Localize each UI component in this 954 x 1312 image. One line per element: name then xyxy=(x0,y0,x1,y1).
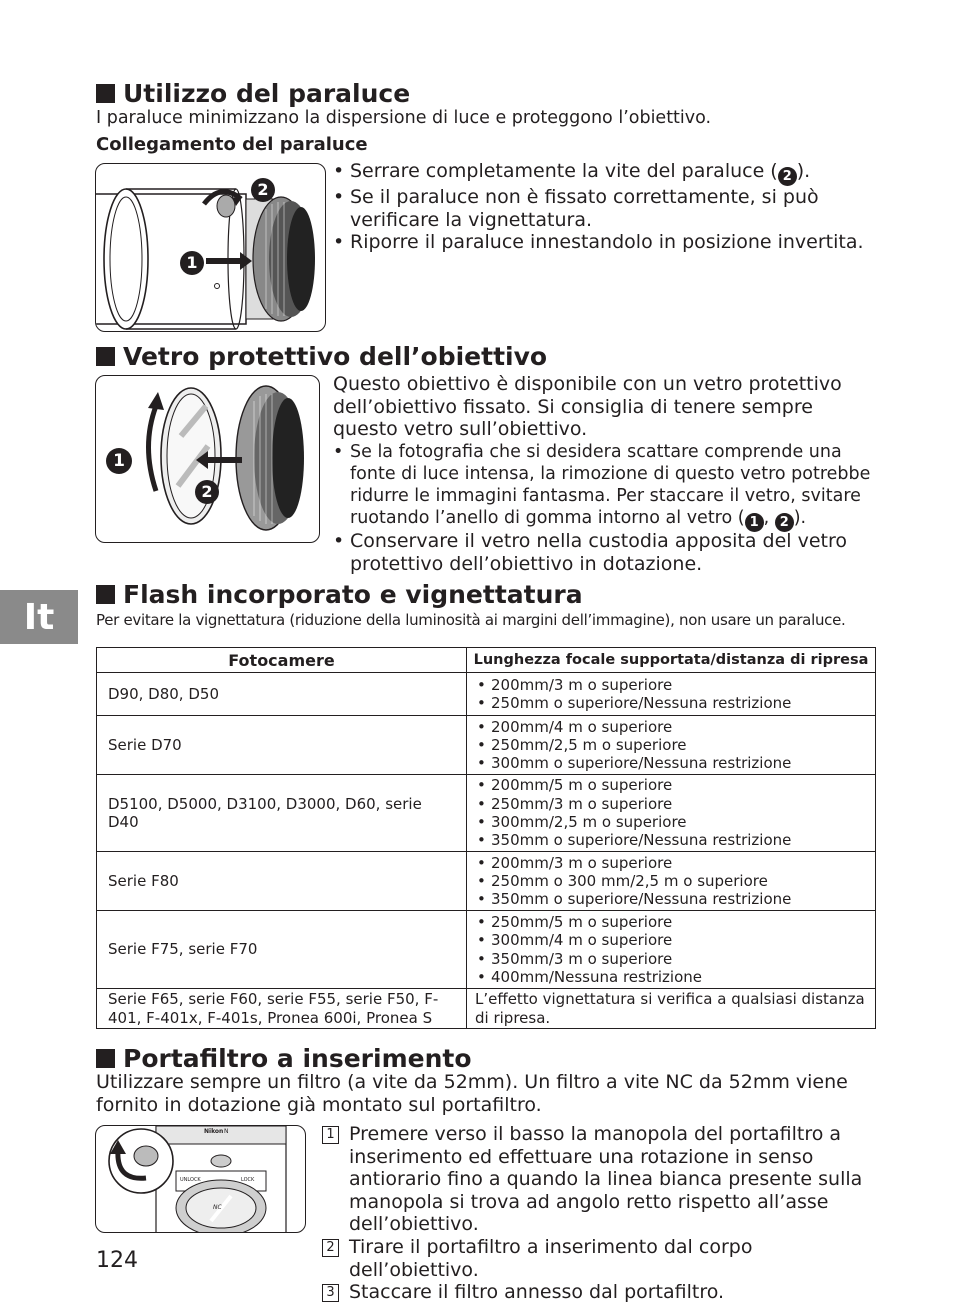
table-row xyxy=(97,716,876,775)
table-row xyxy=(97,775,876,852)
subsection-title: Collegamento del paraluce xyxy=(96,134,368,155)
step-marker-1-icon: 1 xyxy=(180,251,204,275)
camera-cell: Serie F80 xyxy=(97,852,467,911)
section-heading-filter xyxy=(96,1044,472,1073)
section-heading-hood xyxy=(96,79,410,108)
step-marker-2-icon: 2 xyxy=(251,178,275,202)
list-item: • Serrare completamente la vite del paraluce ( 2 ). xyxy=(333,160,878,186)
list-item: 2 Tirare il portafiltro a inserimento dal corpo dell’obiettivo. xyxy=(322,1236,877,1281)
value-cell: • 200mm/4 m o superiore • 250mm/2,5 m o superiore • 300mm o superiore/Nessuna restrizione xyxy=(467,716,876,775)
column-header: Fotocamere xyxy=(97,648,467,673)
hood-attachment-figure xyxy=(95,163,326,332)
filter-intro: Utilizzare sempre un filtro (a vite da 52mm). Un filtro a vite NC da 52mm viene fornito in dotazione già montato sul portafiltro. xyxy=(96,1071,848,1116)
camera-cell: Serie D70 xyxy=(97,716,467,775)
unlock-label: UNLOCK xyxy=(180,1177,201,1183)
language-tab: It xyxy=(0,590,78,644)
step-number: 1 xyxy=(322,1126,339,1144)
glass-bullet-list-2 xyxy=(333,530,878,575)
list-item: 3 Staccare il filtro annesso dal portafiltro. xyxy=(322,1281,877,1304)
nc-label: NC xyxy=(213,1204,222,1211)
section-title: Portafiltro a inserimento xyxy=(123,1044,472,1073)
heading-square-icon xyxy=(96,84,115,103)
section-title: Flash incorporato e vignettatura xyxy=(123,580,583,609)
filter-holder-figure xyxy=(95,1125,306,1233)
table-row xyxy=(97,911,876,989)
step-number: 2 xyxy=(322,1239,339,1257)
filter-steps xyxy=(322,1123,877,1304)
step-marker-1-icon: 1 xyxy=(745,513,764,532)
section-heading-glass xyxy=(96,342,547,371)
section-intro: Per evitare la vignettatura (riduzione della luminosità ai margini dell’immagine), non usare un paraluce. xyxy=(96,611,846,629)
step-marker-1-icon: 1 xyxy=(106,448,132,474)
list-item: • Se la fotografia che si desidera scattare comprende una fonte di luce intensa, la rimozione di questo vetro potrebbe ridurre le immagini fantasma. Per staccare il vetro, svitare ruotando l’anello di gomma intorno al vetro ( 1 , 2 ). xyxy=(333,441,878,532)
heading-square-icon xyxy=(96,347,115,366)
step-marker-2-icon: 2 xyxy=(195,480,219,504)
step-number: 3 xyxy=(322,1284,339,1302)
table-row xyxy=(97,852,876,911)
camera-cell: D90, D80, D50 xyxy=(97,673,467,716)
list-item: • Riporre il paraluce innestandolo in posizione invertita. xyxy=(333,231,878,254)
table-row xyxy=(97,989,876,1029)
lock-label: LOCK xyxy=(241,1177,255,1183)
list-item: • Conservare il vetro nella custodia apposita del vetro protettivo dell’obiettivo in dotazione. xyxy=(333,530,878,575)
protective-glass-figure xyxy=(95,375,320,543)
table-row xyxy=(97,673,876,716)
section-intro: I paraluce minimizzano la dispersione di luce e proteggono l’obiettivo. xyxy=(96,108,712,128)
heading-square-icon xyxy=(96,1049,115,1068)
camera-cell: Serie F75, serie F70 xyxy=(97,911,467,989)
page-number: 124 xyxy=(96,1248,138,1273)
step-marker-2-icon: 2 xyxy=(778,167,797,186)
heading-square-icon xyxy=(96,585,115,604)
hood-bullet-list xyxy=(333,160,878,254)
step-marker-2-icon: 2 xyxy=(775,513,794,532)
section-title: Utilizzo del paraluce xyxy=(123,79,411,108)
brand-label: Nikon xyxy=(204,1128,224,1135)
section-title: Vetro protettivo dell’obiettivo xyxy=(123,342,548,371)
camera-cell: Serie F65, serie F60, serie F55, serie F50, F-401, F-401x, F-401s, Pronea 600i, Pronea S xyxy=(97,989,467,1029)
section-heading-flash xyxy=(96,580,583,609)
value-cell: • 200mm/5 m o superiore • 250mm/3 m o superiore • 300mm/2,5 m o superiore • 350mm o superiore/Nessuna restrizione xyxy=(467,775,876,852)
list-item: 1 Premere verso il basso la manopola del portafiltro a inserimento ed effettuare una rotazione in senso antiorario fino a quando la linea bianca presente sulla manopola si trova ad angolo retto rispetto all’asse dell’obiettivo. xyxy=(322,1123,877,1236)
n-label: N xyxy=(224,1128,229,1135)
glass-bullet-list xyxy=(333,441,878,532)
value-cell: L’effetto vignettatura si verifica a qualsiasi distanza di ripresa. xyxy=(467,989,876,1029)
camera-cell: D5100, D5000, D3100, D3000, D60, serie D40 xyxy=(97,775,467,852)
vignetting-table xyxy=(96,647,876,1029)
value-cell: • 250mm/5 m o superiore • 300mm/4 m o superiore • 350mm/3 m o superiore • 400mm/Nessuna restrizione xyxy=(467,911,876,989)
column-header: Lunghezza focale supportata/distanza di ripresa xyxy=(467,648,876,673)
glass-intro: Questo obiettivo è disponibile con un vetro protettivo dell’obiettivo fissato. Si consiglia di tenere sempre questo vetro sull’obiettivo. xyxy=(333,373,842,440)
value-cell: • 200mm/3 m o superiore • 250mm o 300 mm/2,5 m o superiore • 350mm o superiore/Nessuna restrizione xyxy=(467,852,876,911)
value-cell: • 200mm/3 m o superiore • 250mm o superiore/Nessuna restrizione xyxy=(467,673,876,716)
table-header-row xyxy=(97,648,876,673)
list-item: • Se il paraluce non è fissato correttamente, si può verificare la vignettatura. xyxy=(333,186,878,231)
